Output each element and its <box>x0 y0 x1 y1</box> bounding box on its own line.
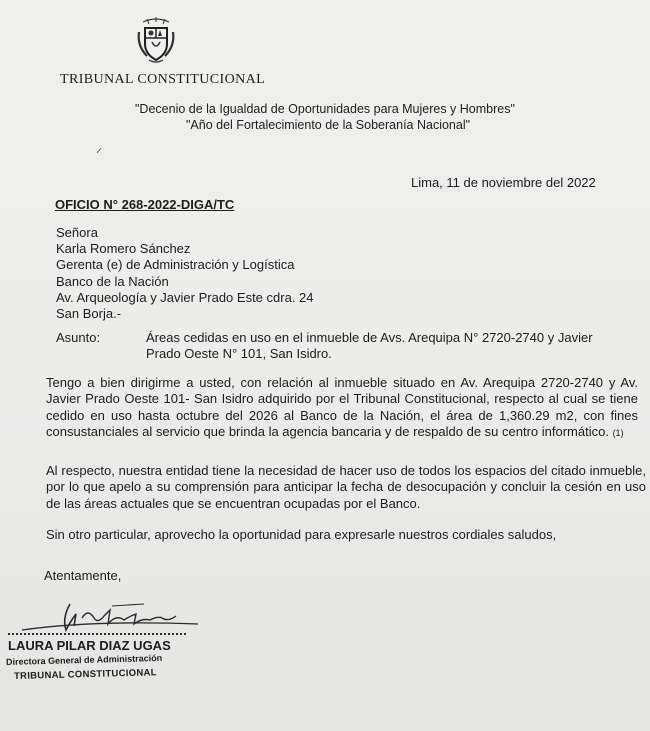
recipient-line: Gerenta (e) de Administración y Logística <box>56 257 295 273</box>
oficio-number: OFICIO N° 268-2022-DIGA/TC <box>55 197 235 212</box>
paper-mark <box>97 148 102 153</box>
closing-salutation: Atentamente, <box>44 568 122 583</box>
recipient-address <box>56 225 314 322</box>
signature-dotted-line <box>8 633 186 635</box>
coat-of-arms-icon <box>135 16 177 66</box>
body-paragraph-3: Sin otro particular, aprovecho la oportunidad para expresarle nuestros cordiales saludos, <box>46 527 557 542</box>
subject-line: Prado Oeste N° 101, San Isidro. <box>146 346 332 362</box>
body-paragraph-1 <box>46 375 638 442</box>
year-motto: "Año del Fortalecimiento de la Soberanía Nacional" <box>186 118 471 132</box>
letter-date: Lima, 11 de noviembre del 2022 <box>411 175 596 190</box>
recipient-line: Av. Arqueología y Javier Prado Este cdra. 24 <box>56 289 314 305</box>
recipient-line: Banco de la Nación <box>56 273 169 289</box>
paragraph-text: Tengo a bien dirigirme a usted, con relación al inmueble situado en Av. Arequipa 2720-2740 y Av. Javier Prado Oeste 101- San Isidro adquirido por el Tribunal Constitucional, respecto al cual se tiene cedido en uso hasta octubre del 2026 al Banco de la Nación, el área de 1,360.29 m2, con fines consustanciales al servicio que brinda la agencia bancaria y de respaldo de su centro informático. <box>46 375 638 440</box>
body-paragraph-2: Al respecto, nuestra entidad tiene la necesidad de hacer uso de todos los espacios del citado inmueble, por lo que apelo a su comprensión para anticipar la fecha de desocupación y concluir la cesión en uso de las áreas actuales que se encuentran ocupadas por el Banco. <box>46 463 646 511</box>
recipient-line: San Borja.- <box>56 306 122 322</box>
subject-label: Asunto: <box>56 330 101 345</box>
institution-name: TRIBUNAL CONSTITUCIONAL <box>60 72 266 87</box>
decenio-motto: "Decenio de la Igualdad de Oportunidades para Mujeres y Hombres" <box>135 102 515 116</box>
footnote-mark: (1) <box>612 428 624 439</box>
subject-text <box>146 330 593 363</box>
signer-organization: TRIBUNAL CONSTITUCIONAL <box>13 667 157 682</box>
subject-line: Áreas cedidas en uso en el inmueble de Avs. Arequipa N° 2720-2740 y Javier <box>146 330 593 345</box>
recipient-line: Karla Romero Sánchez <box>56 241 191 257</box>
recipient-line: Señora <box>56 225 98 240</box>
signer-name: LAURA PILAR DIAZ UGAS <box>8 638 171 653</box>
signer-title: Directora General de Administración <box>5 652 163 667</box>
